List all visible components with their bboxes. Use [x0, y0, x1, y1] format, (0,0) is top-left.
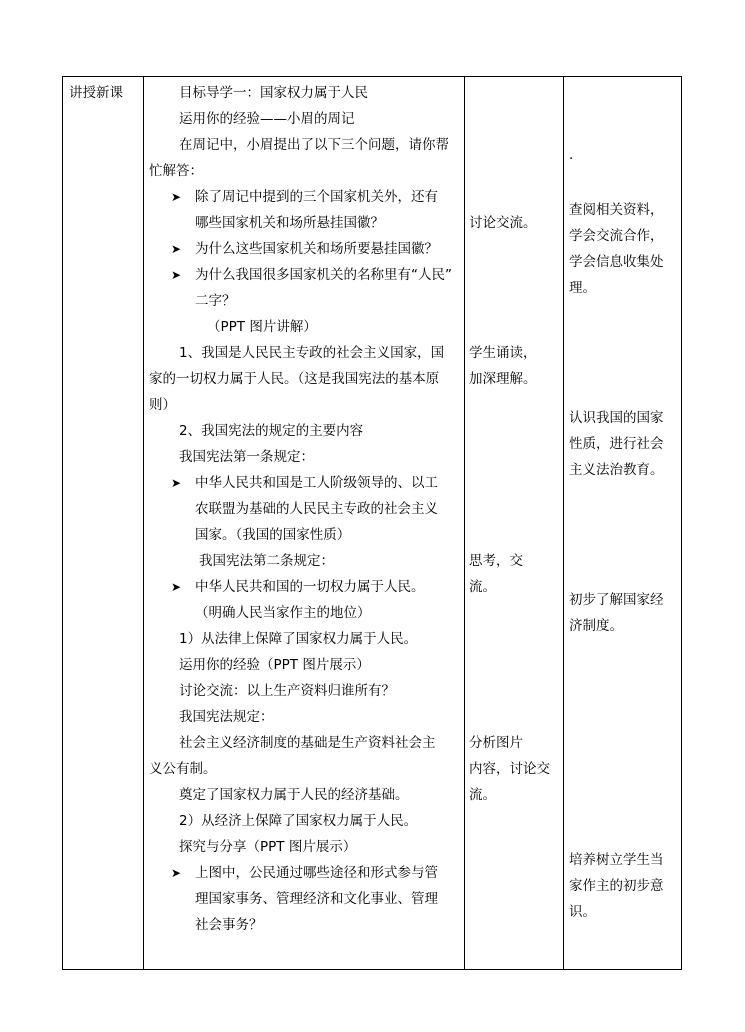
bullet-text: 中华人民共和国的一切权力属于人民。	[195, 579, 425, 595]
arrowhead-bullet-icon: ➤	[171, 268, 182, 282]
content-line: 在周记中，小眉提出了以下三个问题，请你帮	[179, 137, 449, 153]
content-line: 社会事务？	[195, 917, 263, 933]
goal-line: .	[569, 147, 574, 164]
teaching-content-cell	[149, 80, 461, 938]
activity-line: 流。	[469, 787, 496, 803]
category-label: 讲授新课	[69, 85, 123, 101]
activity-line: 讨论交流。	[469, 215, 537, 231]
bullet-text: 为什么这些国家机关和场所要悬挂国徽？	[195, 241, 438, 257]
bullet-text: 上图中，公民通过哪些途径和形式参与管	[195, 865, 438, 881]
activity-line: 流。	[469, 579, 496, 595]
content-line: 目标导学一：国家权力属于人民	[179, 85, 368, 101]
content-line: 国家。（我国的国家性质）	[195, 527, 351, 543]
content-line: 1）从法律上保障了国家权力属于人民。	[179, 631, 418, 647]
arrowhead-bullet-icon: ➤	[171, 580, 182, 594]
content-line: 家的一切权力属于人民。（这是我国宪法的基本原	[149, 371, 440, 387]
goal-line: 查阅相关资料，	[569, 202, 664, 218]
lesson-plan-table	[62, 76, 682, 970]
goal-line: 认识我国的国家	[569, 410, 664, 426]
content-line: 我国宪法第二条规定：	[199, 553, 334, 569]
content-line: （明确人民当家作主的地位）	[195, 605, 371, 621]
goal-line: 性质，进行社会	[569, 436, 664, 452]
category-cell	[69, 80, 141, 106]
content-line: 2、我国宪法的规定的主要内容	[179, 423, 364, 439]
bullet-item	[149, 860, 461, 886]
arrowhead-bullet-icon: ➤	[171, 866, 182, 880]
arrowhead-bullet-icon: ➤	[171, 242, 182, 256]
goal-line: 济制度。	[569, 618, 623, 634]
column-divider	[143, 77, 144, 969]
content-line: （PPT 图片讲解）	[207, 319, 317, 335]
goal-line: 初步了解国家经	[569, 592, 664, 608]
activity-line: 思考，交	[469, 553, 523, 569]
column-divider	[464, 77, 465, 969]
content-line: 哪些国家机关和场所悬挂国徽？	[195, 215, 384, 231]
activity-line: 学生诵读，	[469, 345, 537, 361]
activity-line: 加深理解。	[469, 371, 537, 387]
content-line: 运用你的经验（PPT 图片展示）	[179, 657, 370, 673]
content-line: 理国家事务、管理经济和文化事业、管理	[195, 891, 438, 907]
content-line: 1、我国是人民民主专政的社会主义国家，国	[179, 345, 445, 361]
content-line: 我国宪法第一条规定：	[179, 449, 314, 465]
content-line: 2）从经济上保障了国家权力属于人民。	[179, 813, 418, 829]
bullet-item	[149, 236, 461, 262]
bullet-item	[149, 184, 461, 210]
bullet-text: 除了周记中提到的三个国家机关外，还有	[195, 189, 438, 205]
content-line: 社会主义经济制度的基础是生产资料社会主	[179, 735, 436, 751]
column-divider	[563, 77, 564, 969]
bullet-item	[149, 470, 461, 496]
content-line: 农联盟为基础的人民民主专政的社会主义	[195, 501, 438, 517]
goal-line: 培养树立学生当	[569, 852, 664, 868]
content-line: 忙解答：	[149, 163, 203, 179]
bullet-text: 中华人民共和国是工人阶级领导的、以工	[195, 475, 438, 491]
goal-line: 理。	[569, 280, 596, 296]
content-line: 义公有制。	[149, 761, 217, 777]
activity-line: 分析图片	[469, 735, 523, 751]
goal-line: 家作主的初步意	[569, 878, 664, 894]
arrowhead-bullet-icon: ➤	[171, 476, 182, 490]
content-line: 二字？	[195, 293, 236, 309]
activity-line: 内容，讨论交	[469, 761, 550, 777]
goal-line: 识。	[569, 904, 596, 920]
content-line: 奠定了国家权力属于人民的经济基础。	[179, 787, 409, 803]
goal-line: 学会信息收集处	[569, 254, 664, 270]
bullet-item	[149, 574, 461, 600]
goal-line: 学会交流合作，	[569, 228, 664, 244]
content-line: 我国宪法规定：	[179, 709, 274, 725]
goal-line: 主义法治教育。	[569, 462, 664, 478]
content-line: 讨论交流：以上生产资料归谁所有？	[179, 683, 395, 699]
bullet-item	[149, 262, 461, 288]
bullet-text: 为什么我国很多国家机关的名称里有“人民”	[195, 267, 452, 283]
content-line: 运用你的经验——小眉的周记	[179, 111, 355, 127]
content-line: 则）	[149, 397, 176, 413]
arrowhead-bullet-icon: ➤	[171, 190, 182, 204]
content-line: 探究与分享（PPT 图片展示）	[179, 839, 357, 855]
